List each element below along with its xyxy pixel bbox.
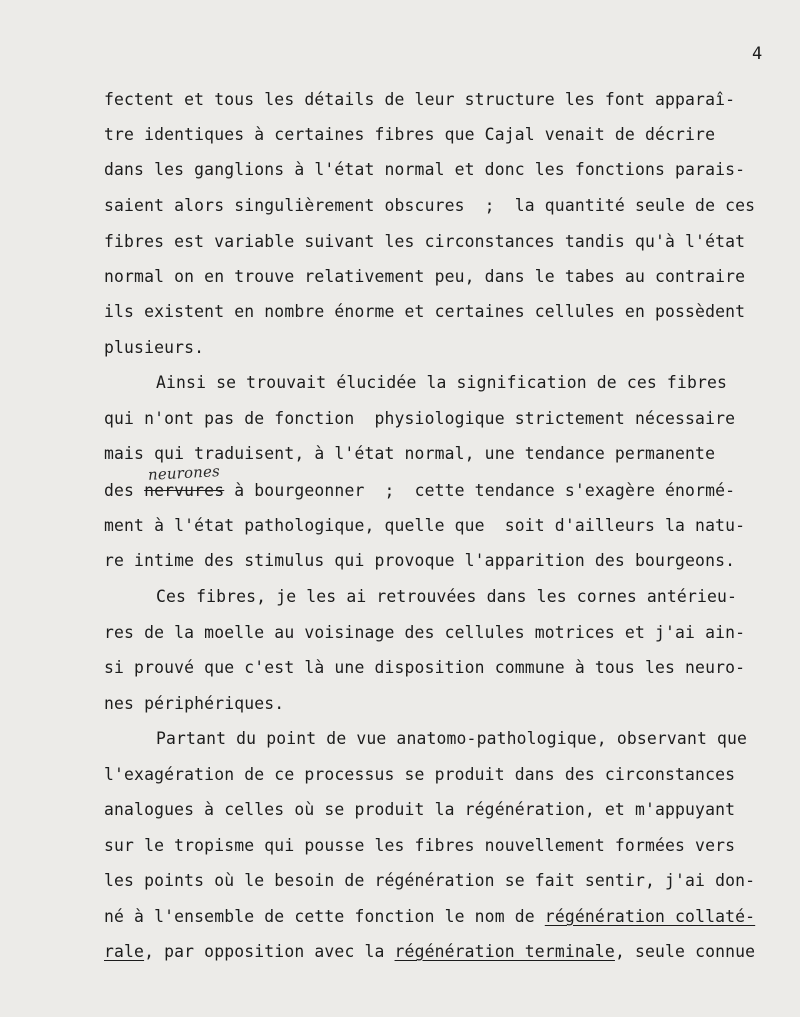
text-line: analogues à celles où se produit la régénération, et m'appuyant bbox=[104, 800, 736, 819]
handwritten-correction: neurones bbox=[147, 462, 221, 484]
text-line: l'exagération de ce processus se produit dans des circonstances bbox=[104, 765, 736, 784]
text-line: ment à l'état pathologique, quelle que soit d'ailleurs la natu- bbox=[104, 516, 746, 535]
text-line: qui n'ont pas de fonction physiologique strictement nécessaire bbox=[104, 409, 736, 428]
paragraph-start-line: Ainsi se trouvait élucidée la signification de ces fibres bbox=[156, 373, 728, 392]
text-line: re intime des stimulus qui provoque l'apparition des bourgeons. bbox=[104, 551, 736, 570]
paragraph-start-line: Ces fibres, je les ai retrouvées dans les cornes antérieu- bbox=[156, 587, 738, 606]
text-line: plusieurs. bbox=[104, 338, 205, 357]
text-line: dans les ganglions à l'état normal et donc les fonctions parais- bbox=[104, 160, 746, 179]
line-part: des bbox=[104, 481, 145, 500]
line-part: , seule connue bbox=[614, 942, 756, 961]
underlined-term: rale bbox=[104, 942, 145, 961]
text-line: les points où le besoin de régénération se fait sentir, j'ai don- bbox=[104, 871, 756, 890]
text-line: nes périphériques. bbox=[104, 694, 285, 713]
underlined-term: régénération collaté- bbox=[544, 907, 756, 926]
text-line-with-correction bbox=[104, 481, 735, 501]
text-line bbox=[104, 942, 755, 962]
text-line: res de la moelle au voisinage des cellules motrices et j'ai ain- bbox=[104, 623, 746, 642]
text-line: si prouvé que c'est là une disposition commune à tous les neuro- bbox=[104, 658, 746, 677]
struck-word: nervures bbox=[144, 481, 225, 500]
paragraph-start-line: Partant du point de vue anatomo-pathologique, observant que bbox=[156, 729, 748, 748]
text-line: sur le tropisme qui pousse les fibres nouvellement formées vers bbox=[104, 836, 736, 855]
line-part: né à l'ensemble de cette fonction le nom de bbox=[104, 907, 545, 926]
text-line: fibres est variable suivant les circonstances tandis qu'à l'état bbox=[104, 232, 746, 251]
text-line bbox=[104, 907, 755, 927]
line-part: , par opposition avec la bbox=[144, 942, 395, 961]
line-part: à bourgeonner ; cette tendance s'exagère énormé- bbox=[224, 481, 736, 500]
text-line: fectent et tous les détails de leur structure les font apparaî- bbox=[104, 90, 736, 109]
text-line: ils existent en nombre énorme et certaines cellules en possèdent bbox=[104, 302, 746, 321]
text-line: saient alors singulièrement obscures ; la quantité seule de ces bbox=[104, 196, 756, 215]
text-line: normal on en trouve relativement peu, dans le tabes au contraire bbox=[104, 267, 746, 286]
page-number: 4 bbox=[752, 44, 763, 64]
text-line: tre identiques à certaines fibres que Cajal venait de décrire bbox=[104, 125, 716, 144]
text-line: mais qui traduisent, à l'état normal, une tendance permanente bbox=[104, 444, 716, 463]
underlined-term: régénération terminale bbox=[394, 942, 615, 961]
